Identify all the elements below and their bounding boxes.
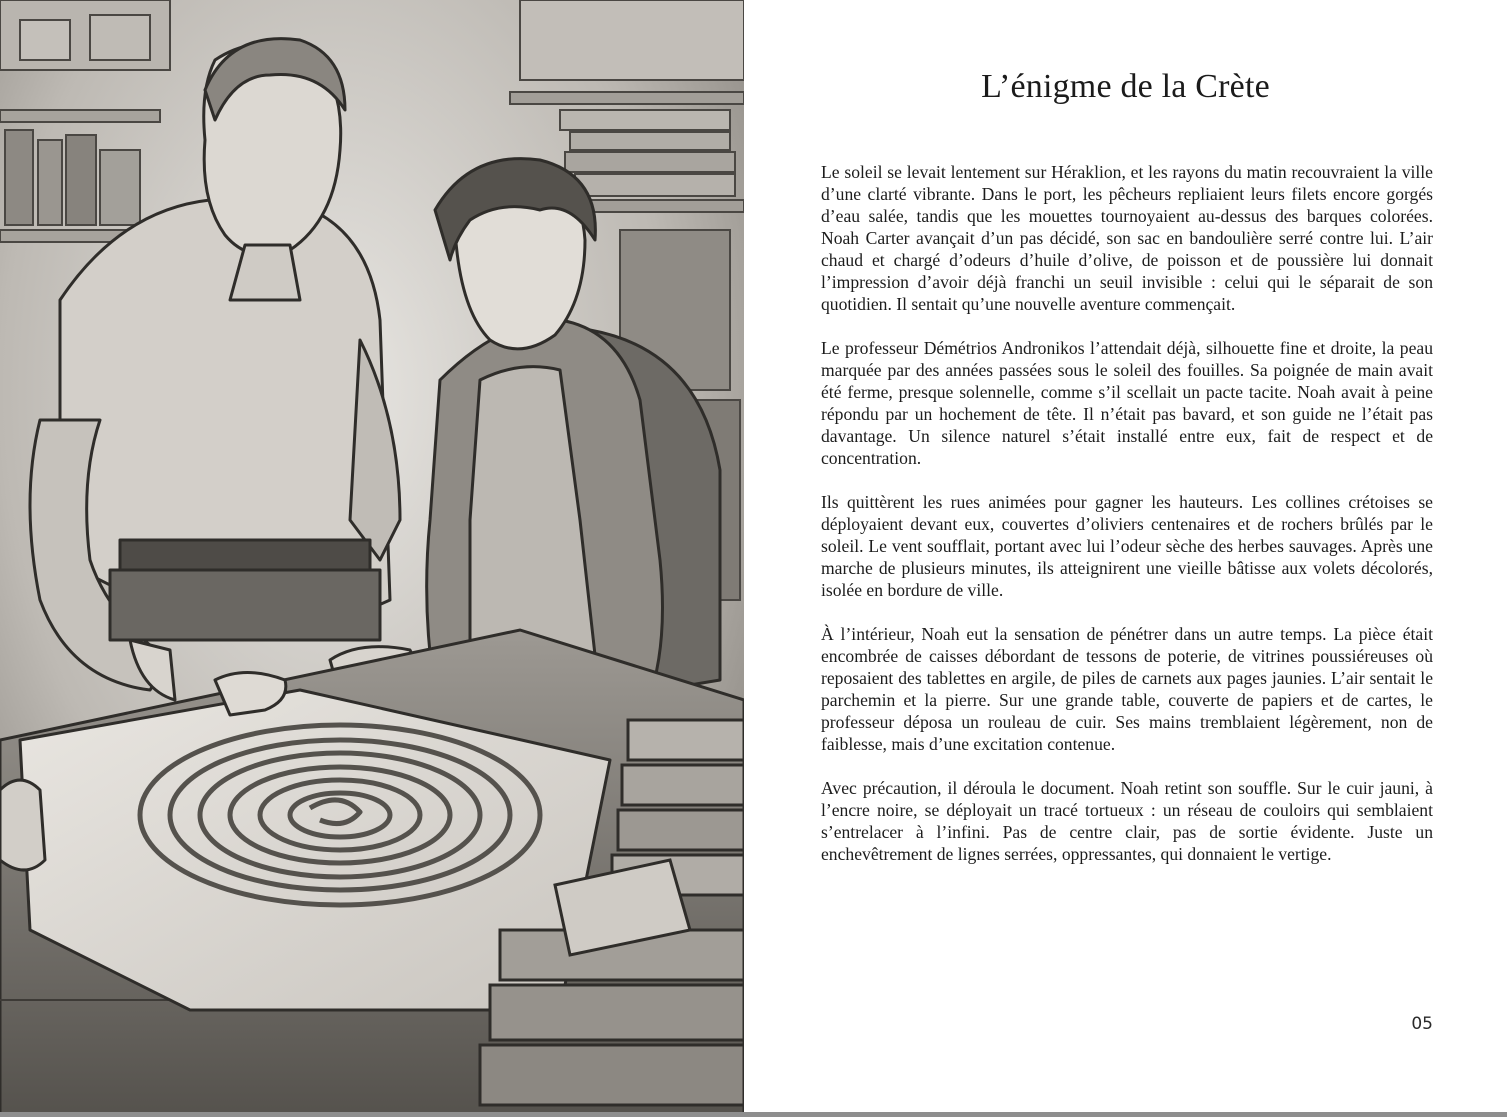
paragraph: Le professeur Démétrios Andronikos l’attendait déjà, silhouette fine et droite, la peau marquée par des années passées sous le soleil des fouilles. Sa poignée de main avait été ferme, presque solennelle, comme s’il scellait un pacte tacite. Noah avait à peine répondu par un hochement de tête. Il n’était pas bavard, et son guide ne l’était pas davantage. Un silence naturel s’était installé entre eux, fait de respect et de concentration. xyxy=(821,338,1433,468)
chapter-title: L’énigme de la Crète xyxy=(981,68,1270,105)
illustration-page xyxy=(0,0,744,1117)
bottom-edge xyxy=(0,1112,1507,1117)
pencil-sketch-illustration xyxy=(0,0,744,1117)
paragraph: Le soleil se levait lentement sur Héraklion, et les rayons du matin recouvraient la ville d’une clarté vibrante. Dans le port, les pêcheurs repliaient leurs filets encore gorgés d’eau salée, tandis que les mouettes tournoyaient au-dessus des barques colorées. Noah Carter avançait d’un pas décidé, son sac en bandoulière serré contre lui. L’air chaud et chargé d’odeurs d’huile d’olive, de poisson et de poussière lui donnait l’impression d’avoir déjà franchi un seuil invisible : celui qui le séparait de son quotidien. Il sentait qu’une nouvelle aventure commençait. xyxy=(821,162,1433,314)
paragraph: Avec précaution, il déroula le document. Noah retint son souffle. Sur le cuir jauni, à l’encre noire, se déployait un tracé tortueux : un réseau de couloirs qui semblaient s’entrelacer à l’infini. Pas de centre clair, pas de sortie évidente. Juste un enchevêtrement de lignes serrées, oppressantes, qui donnaient le vertige. xyxy=(821,778,1433,864)
page-number: 05 xyxy=(1411,1014,1433,1034)
paragraph: Ils quittèrent les rues animées pour gagner les hauteurs. Les collines crétoises se déployaient devant eux, couvertes d’oliviers centenaires et de rochers brûlés par le soleil. Le vent soufflait, portant avec lui l’odeur sèche des herbes sauvages. Après une marche de plusieurs minutes, ils atteignirent une vieille bâtisse aux volets décolorés, isolée en bordure de ville. xyxy=(821,492,1433,600)
text-page xyxy=(744,0,1507,1117)
chapter-body xyxy=(821,161,1433,887)
paragraph: À l’intérieur, Noah eut la sensation de pénétrer dans un autre temps. La pièce était encombrée de caisses débordant de tessons de poterie, de vitrines poussiéreuses où reposaient des tablettes en argile, de piles de carnets aux pages jaunies. L’air sentait le parchemin et la pierre. Sur une grande table, couverte de papiers et de cartes, le professeur déposa un rouleau de cuir. Ses mains tremblaient légèrement, non de faiblesse, mais d’une excitation contenue. xyxy=(821,624,1433,754)
